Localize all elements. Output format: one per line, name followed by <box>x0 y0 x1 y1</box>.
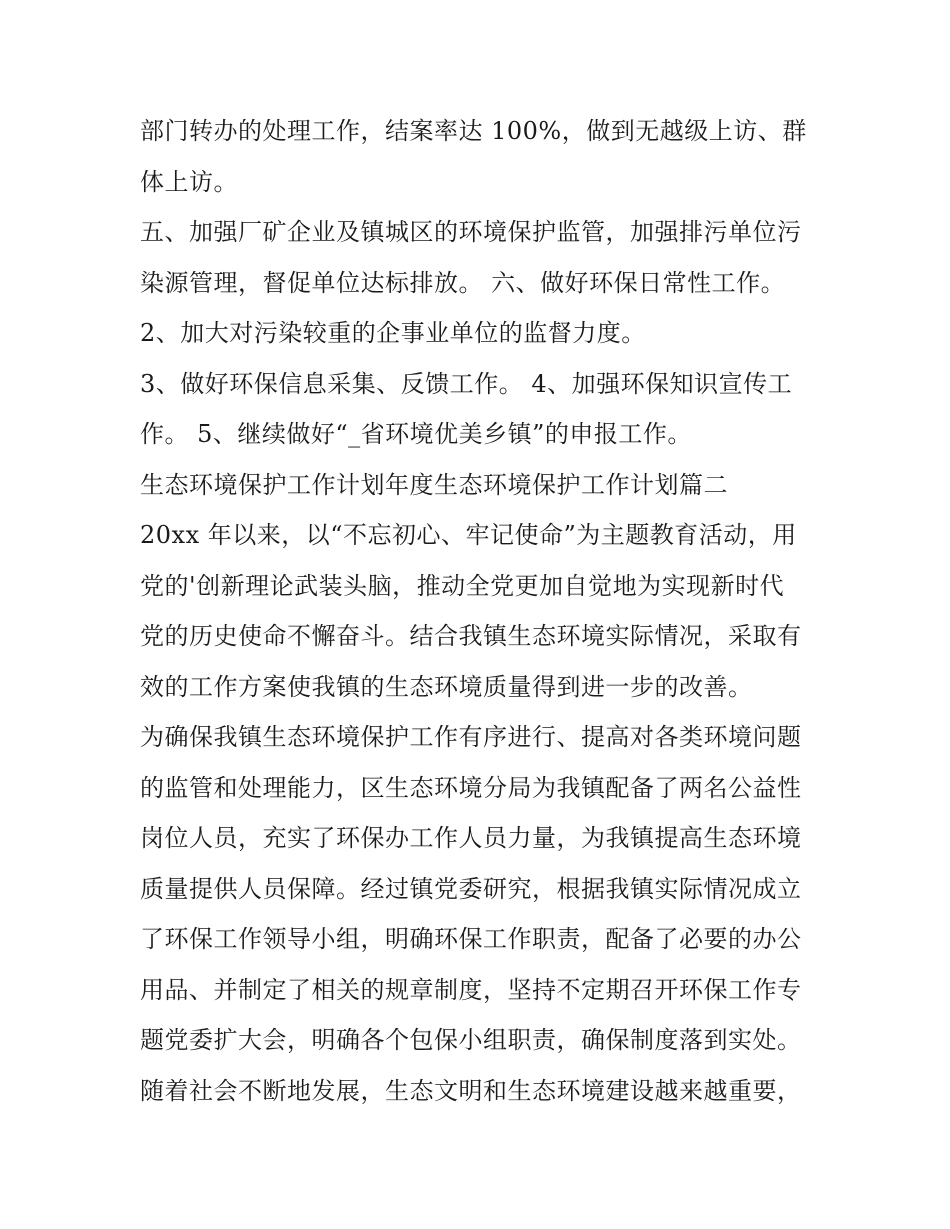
text-line: 3、做好环保信息采集、反馈工作。 4、加强环保知识宣传工 <box>140 369 793 398</box>
text-line: 体上访。 <box>140 167 238 196</box>
text-line: 20xx 年以来，以“不忘初心、牢记使命”为主题教育活动，用 <box>140 521 797 549</box>
text-line: 质量提供人员保障。经过镇党委研究，根据我镇实际情况成立 <box>140 874 802 903</box>
text-line: 2、加大对污染较重的企事业单位的监督力度。 <box>140 319 646 347</box>
text-line: 随着社会不断地发展，生态文明和生态环境建设越来越重要， <box>140 1076 802 1105</box>
text-line: 效的工作方案使我镇的生态环境质量得到进一步的改善。 <box>140 672 753 701</box>
section-heading: 生态环境保护工作计划年度生态环境保护工作计划篇二 <box>140 470 728 499</box>
text-line: 岗位人员，充实了环保办工作人员力量，为我镇提高生态环境 <box>140 824 802 852</box>
text-line: 五、加强厂矿企业及镇城区的环境保护监管，加强排污单位污 <box>140 218 802 246</box>
text-line: 为确保我镇生态环境保护工作有序进行、提高对各类环境问题 <box>140 723 802 751</box>
text-line: 染源管理，督促单位达标排放。 六、做好环保日常性工作。 <box>140 268 786 297</box>
text-line: 题党委扩大会，明确各个包保小组职责，确保制度落到实处。 <box>140 1026 802 1054</box>
document-body <box>140 106 820 1116</box>
text-line: 了环保工作领导小组，明确环保工作职责，配备了必要的办公 <box>140 925 802 953</box>
text-line: 用品、并制定了相关的规章制度，坚持不定期召开环保工作专 <box>140 975 802 1004</box>
text-line: 部门转办的处理工作，结案率达 100%，做到无越级上访、群 <box>140 117 807 145</box>
text-line: 党的历史使命不懈奋斗。结合我镇生态环境实际情况，采取有 <box>140 622 802 650</box>
text-line: 作。 5、继续做好“_省环境优美乡镇”的申报工作。 <box>140 420 692 448</box>
text-line: 党的'创新理论武装头脑，推动全党更加自觉地为实现新时代 <box>140 571 785 600</box>
text-line: 的监管和处理能力，区生态环境分局为我镇配备了两名公益性 <box>140 773 802 802</box>
